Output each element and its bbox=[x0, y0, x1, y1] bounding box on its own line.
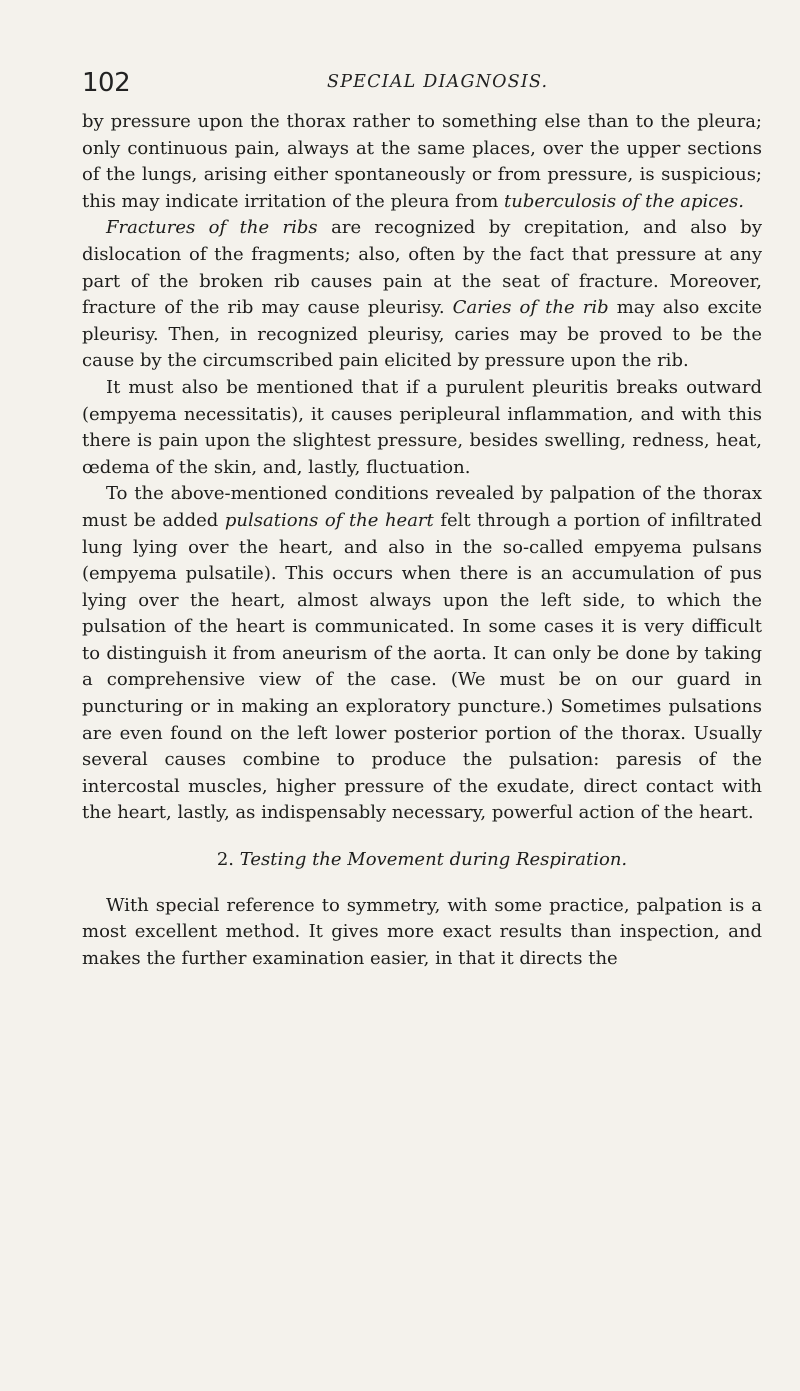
text-segment: With special reference to symmetry, with some practice, palpation is a most excellent method. It gives more exact results than inspection, and makes the further examination easier, in that it directs the bbox=[82, 894, 762, 969]
page-header bbox=[82, 68, 762, 108]
closing-paragraph-container bbox=[82, 893, 762, 973]
body-text bbox=[82, 109, 762, 972]
text-segment: may also excite pleurisy. Then, in recognized pleurisy, caries may be proved to be the cause by the circumscribed pain elicited by pressure upon the rib. bbox=[82, 297, 763, 372]
text-segment: It must also be mentioned that if a purulent pleuritis breaks outward (empyema necessitatis), it causes peripleural inflammation, and with this there is pain upon the slightest pressure, besides swelling, redness, heat, œdema of the skin, and, lastly, fluctuation. bbox=[82, 376, 762, 478]
page-number: 102 bbox=[82, 68, 131, 98]
section-title: Testing the Movement during Respiration. bbox=[239, 849, 628, 871]
text-segment: by pressure upon the thorax rather to something else than to the pleura; only continuous pain, always at the same places, over the upper sections of the lungs, arising either spontaneously or from pressure, is suspicious; this may indicate irritation of the pleura from bbox=[82, 111, 762, 212]
text-segment: are recognized by crepitation, and also by dislocation of the fragments; also, often by the fact that pressure at any part of the broken rib causes pain at the seat of fracture. Moreover, fracture of the rib may cause pleurisy. bbox=[82, 217, 762, 319]
text-segment: felt through a portion of infiltrated lung lying over the heart, and also in the so-called empyema pulsans (empyema pulsatile). This occurs when there is an accumulation of pus lying over the heart, almost always upon the left side, to which the pulsation of the heart is communicated. In some cases it is very difficult to distinguish it from aneurism of the aorta. It can only be done by taking a comprehensive view of the case. (We must be on our guard in puncturing or in making an exploratory puncture.) Sometimes pulsations are even found on the left lower posterior portion of the thorax. Usually several causes combine to produce the pulsation: paresis of the intercostal muscles, higher pressure of the exudate, direct contact with the heart, lastly, as indispensably necessary, powerful action of the heart. bbox=[82, 509, 762, 824]
paragraph bbox=[82, 109, 762, 215]
italic-text: Caries of the rib bbox=[452, 297, 609, 319]
section-number: 2. bbox=[216, 849, 235, 871]
running-head: SPECIAL DIAGNOSIS. bbox=[327, 72, 549, 92]
paragraph bbox=[82, 375, 762, 481]
italic-text: tuberculosis of the apices. bbox=[504, 190, 744, 212]
paragraph-list bbox=[82, 109, 762, 827]
italic-text: Fractures of the ribs bbox=[106, 217, 318, 239]
closing-paragraph bbox=[82, 893, 762, 973]
paragraph bbox=[82, 215, 762, 375]
italic-text: pulsations of the heart bbox=[224, 509, 434, 531]
paragraph bbox=[82, 481, 762, 827]
text-segment: To the above-mentioned conditions revealed by palpation of the thorax must be added bbox=[82, 483, 762, 531]
section-heading bbox=[82, 847, 762, 874]
